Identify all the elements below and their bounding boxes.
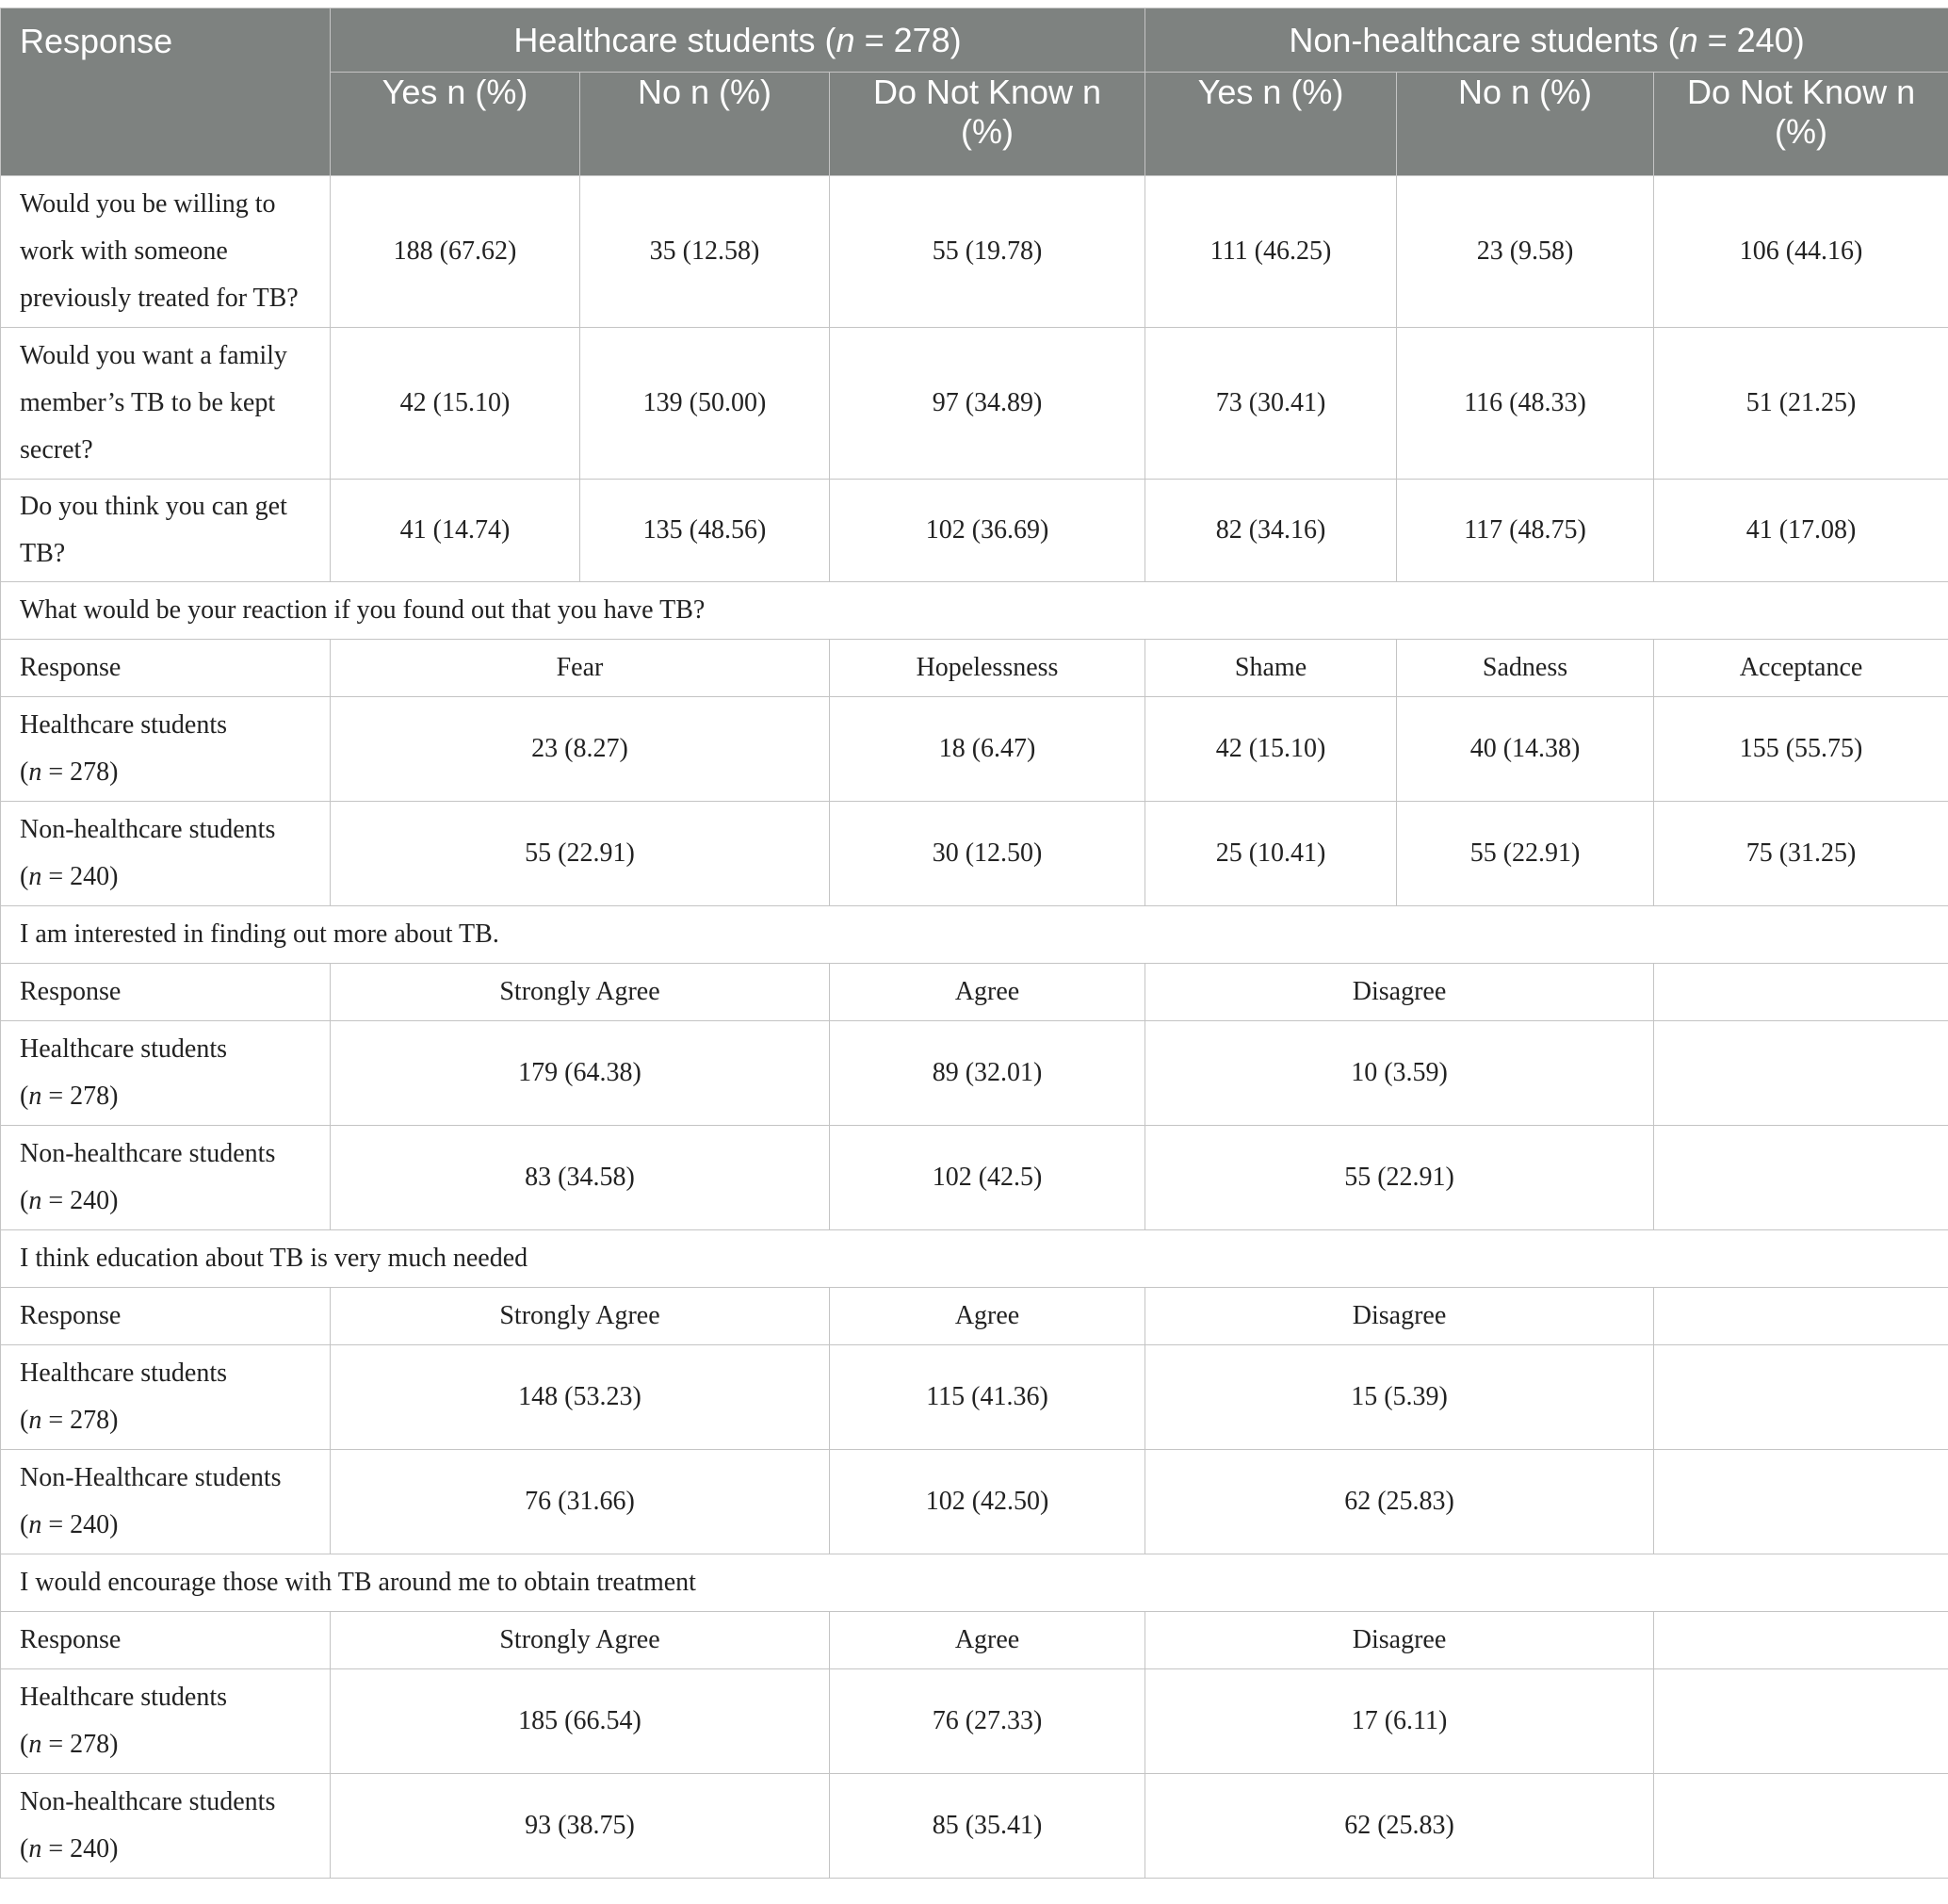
table-cell: 111 (46.25): [1145, 176, 1397, 328]
section-title-education: I think education about TB is very much needed: [1, 1230, 1948, 1288]
table-row: [1, 1774, 1948, 1879]
table-cell: 30 (12.50): [830, 802, 1145, 906]
group-label: Non-healthcare students (n = 240): [1, 1774, 331, 1879]
table-cell: 97 (34.89): [830, 328, 1145, 480]
table-cell: 135 (48.56): [580, 480, 830, 582]
table-row: [1, 480, 1948, 582]
table-cell: 93 (38.75): [331, 1774, 830, 1879]
table-row: [1, 802, 1948, 906]
tb-survey-table: [0, 8, 1948, 1879]
header-col-no: No n (%): [580, 73, 830, 176]
header-col-dont-know: Do Not Know n (%): [1654, 73, 1948, 176]
table-row: [1, 1669, 1948, 1774]
table-cell: 55 (19.78): [830, 176, 1145, 328]
header-col-yes: Yes n (%): [1145, 73, 1397, 176]
empty-cell: [1654, 1288, 1948, 1345]
section-title-reaction: What would be your reaction if you found out that you have TB?: [1, 582, 1948, 640]
header-group-non-healthcare: Non-healthcare students (n = 240): [1145, 8, 1948, 73]
table-cell: 117 (48.75): [1397, 480, 1654, 582]
response-label: Response: [1, 1612, 331, 1669]
header-group-healthcare: Healthcare students (n = 278): [331, 8, 1145, 73]
table-cell: 73 (30.41): [1145, 328, 1397, 480]
section-row: [1, 1554, 1948, 1612]
table-row: [1, 1345, 1948, 1450]
empty-cell: [1654, 1021, 1948, 1126]
header-row-groups: [1, 8, 1948, 73]
section-row: [1, 906, 1948, 964]
option-agree: Agree: [830, 1288, 1145, 1345]
table-cell: 55 (22.91): [331, 802, 830, 906]
empty-cell: [1654, 1774, 1948, 1879]
table-cell: 40 (14.38): [1397, 697, 1654, 802]
table-cell: 18 (6.47): [830, 697, 1145, 802]
section-row: [1, 1230, 1948, 1288]
group-label: Non-healthcare students (n = 240): [1, 1126, 331, 1230]
question-label: Would you want a family member’s TB to be kept secret?: [1, 328, 331, 480]
empty-cell: [1654, 1669, 1948, 1774]
table-cell: 89 (32.01): [830, 1021, 1145, 1126]
option-disagree: Disagree: [1145, 1288, 1654, 1345]
option-hopelessness: Hopelessness: [830, 640, 1145, 697]
group-label: Healthcare students (n = 278): [1, 1021, 331, 1126]
empty-cell: [1654, 1450, 1948, 1554]
header-response: Response: [1, 8, 331, 176]
table-cell: 35 (12.58): [580, 176, 830, 328]
table-cell: 55 (22.91): [1145, 1126, 1654, 1230]
empty-cell: [1654, 1345, 1948, 1450]
option-fear: Fear: [331, 640, 830, 697]
table-cell: 102 (36.69): [830, 480, 1145, 582]
table-cell: 41 (14.74): [331, 480, 580, 582]
options-row: [1, 640, 1948, 697]
table-cell: 55 (22.91): [1397, 802, 1654, 906]
table-row: [1, 1021, 1948, 1126]
option-sadness: Sadness: [1397, 640, 1654, 697]
table-cell: 102 (42.5): [830, 1126, 1145, 1230]
table-cell: 76 (27.33): [830, 1669, 1145, 1774]
section-title-interest: I am interested in finding out more about TB.: [1, 906, 1948, 964]
response-label: Response: [1, 640, 331, 697]
question-label: Do you think you can get TB?: [1, 480, 331, 582]
table-cell: 23 (9.58): [1397, 176, 1654, 328]
table-cell: 23 (8.27): [331, 697, 830, 802]
option-disagree: Disagree: [1145, 1612, 1654, 1669]
option-disagree: Disagree: [1145, 964, 1654, 1021]
table-row: [1, 697, 1948, 802]
table-row: [1, 1450, 1948, 1554]
table-cell: 139 (50.00): [580, 328, 830, 480]
options-row: [1, 1612, 1948, 1669]
table-cell: 102 (42.50): [830, 1450, 1145, 1554]
table-cell: 25 (10.41): [1145, 802, 1397, 906]
header-col-yes: Yes n (%): [331, 73, 580, 176]
header-col-dont-know: Do Not Know n (%): [830, 73, 1145, 176]
table-cell: 188 (67.62): [331, 176, 580, 328]
table-cell: 82 (34.16): [1145, 480, 1397, 582]
table-cell: 62 (25.83): [1145, 1450, 1654, 1554]
response-label: Response: [1, 1288, 331, 1345]
table-cell: 76 (31.66): [331, 1450, 830, 1554]
option-strongly-agree: Strongly Agree: [331, 964, 830, 1021]
table-cell: 42 (15.10): [1145, 697, 1397, 802]
section-title-treatment: I would encourage those with TB around me to obtain treatment: [1, 1554, 1948, 1612]
table-cell: 51 (21.25): [1654, 328, 1948, 480]
table-cell: 116 (48.33): [1397, 328, 1654, 480]
table-cell: 185 (66.54): [331, 1669, 830, 1774]
table-cell: 15 (5.39): [1145, 1345, 1654, 1450]
table-cell: 85 (35.41): [830, 1774, 1145, 1879]
option-shame: Shame: [1145, 640, 1397, 697]
option-agree: Agree: [830, 964, 1145, 1021]
question-label: Would you be willing to work with someone previously treated for TB?: [1, 176, 331, 328]
table-cell: 155 (55.75): [1654, 697, 1948, 802]
section-row: [1, 582, 1948, 640]
table-cell: 17 (6.11): [1145, 1669, 1654, 1774]
table-cell: 106 (44.16): [1654, 176, 1948, 328]
table-row: [1, 328, 1948, 480]
table-cell: 148 (53.23): [331, 1345, 830, 1450]
response-label: Response: [1, 964, 331, 1021]
options-row: [1, 964, 1948, 1021]
header-col-no: No n (%): [1397, 73, 1654, 176]
table-cell: 83 (34.58): [331, 1126, 830, 1230]
empty-cell: [1654, 1612, 1948, 1669]
table-row: [1, 176, 1948, 328]
table-row: [1, 1126, 1948, 1230]
table-cell: 42 (15.10): [331, 328, 580, 480]
table-cell: 41 (17.08): [1654, 480, 1948, 582]
group-label: Healthcare students (n = 278): [1, 697, 331, 802]
table-cell: 62 (25.83): [1145, 1774, 1654, 1879]
table-cell: 75 (31.25): [1654, 802, 1948, 906]
group-label: Non-Healthcare students (n = 240): [1, 1450, 331, 1554]
table-cell: 10 (3.59): [1145, 1021, 1654, 1126]
table-cell: 179 (64.38): [331, 1021, 830, 1126]
table-cell: 115 (41.36): [830, 1345, 1145, 1450]
empty-cell: [1654, 1126, 1948, 1230]
option-strongly-agree: Strongly Agree: [331, 1612, 830, 1669]
empty-cell: [1654, 964, 1948, 1021]
group-label: Healthcare students (n = 278): [1, 1345, 331, 1450]
option-strongly-agree: Strongly Agree: [331, 1288, 830, 1345]
group-label: Non-healthcare students (n = 240): [1, 802, 331, 906]
options-row: [1, 1288, 1948, 1345]
group-label: Healthcare students (n = 278): [1, 1669, 331, 1774]
option-agree: Agree: [830, 1612, 1145, 1669]
option-acceptance: Acceptance: [1654, 640, 1948, 697]
